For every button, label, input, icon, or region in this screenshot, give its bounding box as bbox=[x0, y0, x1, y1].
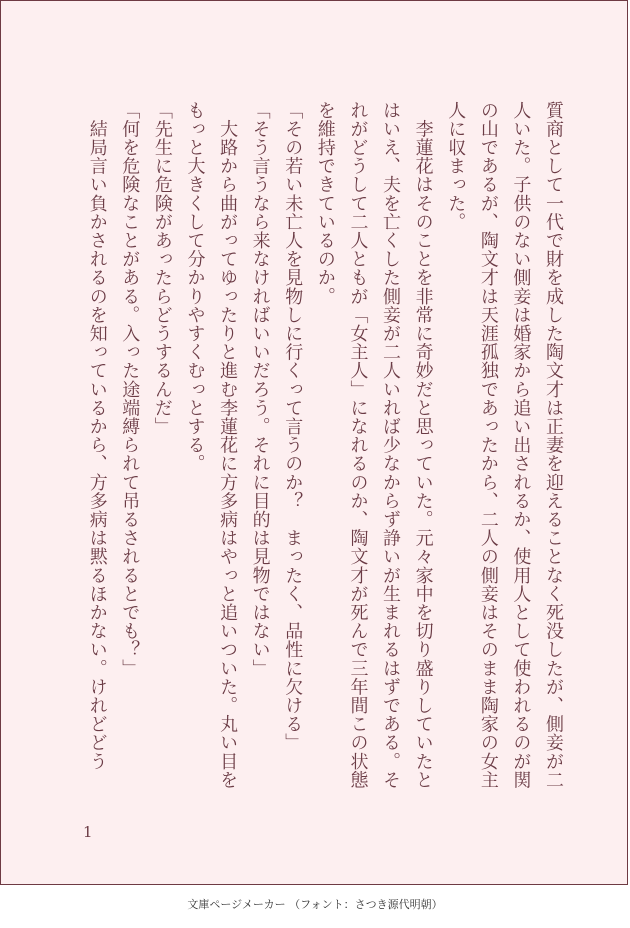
paragraph-2: 李蓮花はそのことを非常に奇妙だと思っていた。元々家中を切り盛りしていたとはいえ、夫を亡くした側妾が二人いれば少なからず諍いが生まれるはずである。それがどうして二人ともが「女主人」になれるのか、陶文才が死んで三年間この状態を維持できているのか。 bbox=[314, 101, 434, 790]
paragraph-7: 「何を危険なことがある。入った途端縛られて吊るされるとでも？」 bbox=[119, 101, 141, 678]
paragraph-4: 「そう言うなら来なければいいだろう。それに目的は見物ではない」 bbox=[249, 101, 271, 678]
paragraph-5: 大路から曲がってゆったりと進む李蓮花に方多病はやっと追いついた。丸い目をもっと大きくして分かりやすくむっとする。 bbox=[184, 101, 239, 790]
paragraph-8: 結局言い負かされるのを知っているから、方多病は黙るほかない。けれどどう bbox=[86, 101, 108, 771]
page-number: 1 bbox=[83, 823, 93, 841]
paragraph-3: 「その若い未亡人を見物しに行くって言うのか？ まったく、品性に欠ける」 bbox=[282, 101, 304, 752]
vertical-text-body bbox=[80, 101, 569, 801]
paragraph-1: 質商として一代で財を成した陶文才は正妻を迎えることなく死没したが、側妾が二人いた。子供のない側妾は婚家から追い出されるか、使用人として使われるのが関の山であるが、陶文才は天涯孤独であったから、二人の側妾はそのまま陶家の女主人に収まった。 bbox=[445, 101, 564, 790]
paragraph-6: 「先生に危険があったらどうするんだ」 bbox=[151, 101, 173, 436]
footer-caption: 文庫ページメーカー （フォント：さつき源代明朝） bbox=[187, 898, 443, 911]
